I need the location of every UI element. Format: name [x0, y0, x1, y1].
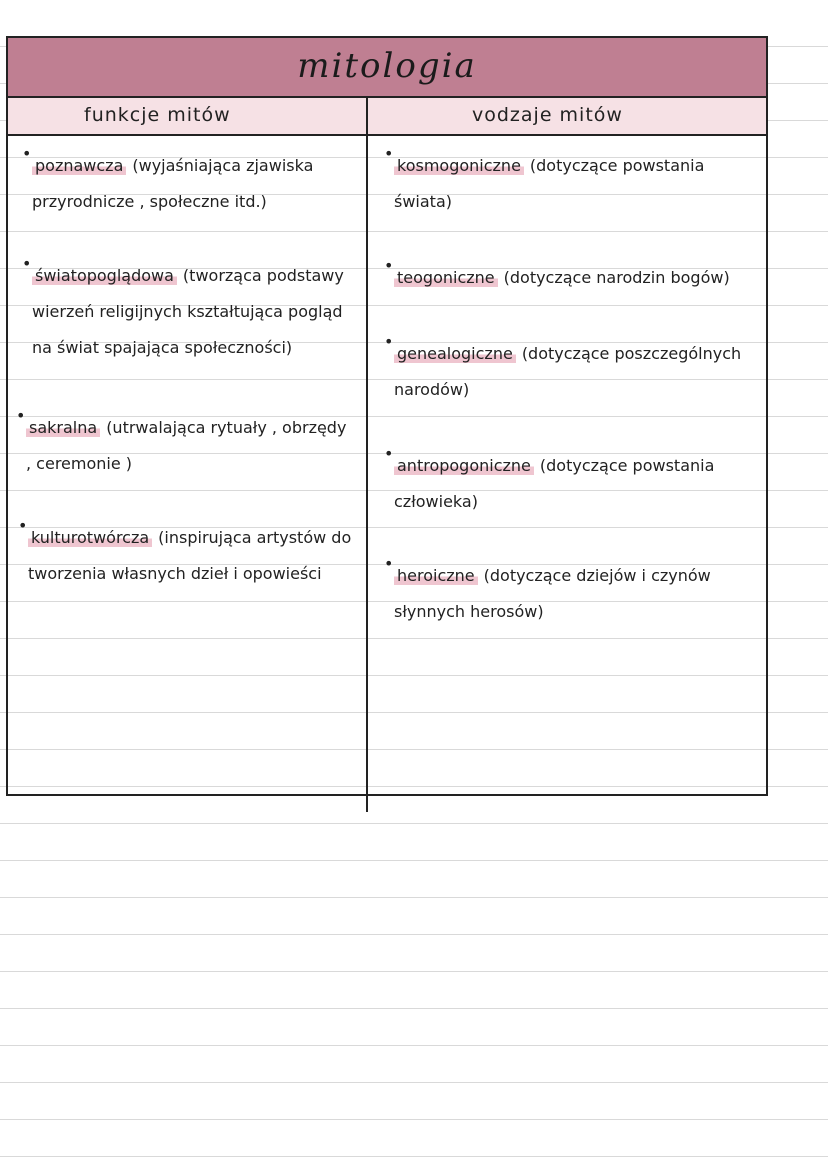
item-term: genealogiczne	[394, 344, 516, 363]
item-term: kosmogoniczne	[394, 156, 524, 175]
right-item-heroiczne	[384, 554, 754, 630]
right-item-antropogoniczne	[384, 444, 754, 520]
item-term: antropogoniczne	[394, 456, 534, 475]
column-header-row	[8, 98, 766, 136]
item-description: (dotyczące powstania człowieka)	[394, 456, 715, 511]
item-term: poznawcza	[32, 156, 126, 175]
bullet-icon: •	[384, 144, 394, 163]
left-column-header: funkcje mitów	[84, 104, 231, 126]
bullet-icon: •	[384, 444, 394, 463]
item-term: teogoniczne	[394, 268, 498, 287]
item-description: (dotyczące narodzin bogów)	[503, 268, 730, 287]
notes-table	[6, 36, 768, 796]
right-item-genealogiczne	[384, 332, 754, 408]
column-divider	[366, 98, 368, 812]
left-item-swiatopogladowa	[22, 254, 362, 366]
item-description: (dotyczące poszczególnych narodów)	[394, 344, 742, 399]
bullet-icon: •	[16, 406, 26, 425]
item-description: (inspirująca artystów do tworzenia własnych dzieł i opowieści	[28, 528, 352, 583]
left-item-sakralna	[16, 406, 356, 482]
item-description: (dotyczące powstania świata)	[394, 156, 705, 211]
bullet-icon: •	[22, 144, 32, 163]
item-term: kulturotwórcza	[28, 528, 152, 547]
item-term: heroiczne	[394, 566, 478, 585]
bullet-icon: •	[18, 516, 28, 535]
item-term: światopoglądowa	[32, 266, 177, 285]
bullet-icon: •	[384, 554, 394, 573]
item-description: (utrwalająca rytuały , obrzędy , ceremonie )	[26, 418, 347, 473]
item-description: (wyjaśniająca zjawiska przyrodnicze , społeczne itd.)	[32, 156, 314, 211]
bullet-icon: •	[384, 256, 394, 275]
left-item-kulturotworcza	[18, 516, 358, 592]
item-term: sakralna	[26, 418, 100, 437]
left-item-poznawcza	[22, 144, 358, 220]
page-title: mitologia	[297, 46, 477, 86]
bullet-icon: •	[22, 254, 32, 273]
right-item-kosmogoniczne	[384, 144, 754, 220]
item-description: (dotyczące dziejów i czynów słynnych herosów)	[394, 566, 711, 621]
right-item-teogoniczne	[384, 256, 754, 296]
title-bar	[8, 38, 766, 98]
right-column-header: vodzaje mitów	[472, 104, 623, 126]
bullet-icon: •	[384, 332, 394, 351]
item-description: (tworząca podstawy wierzeń religijnych kształtująca pogląd na świat spajająca społeczności)	[32, 266, 344, 357]
